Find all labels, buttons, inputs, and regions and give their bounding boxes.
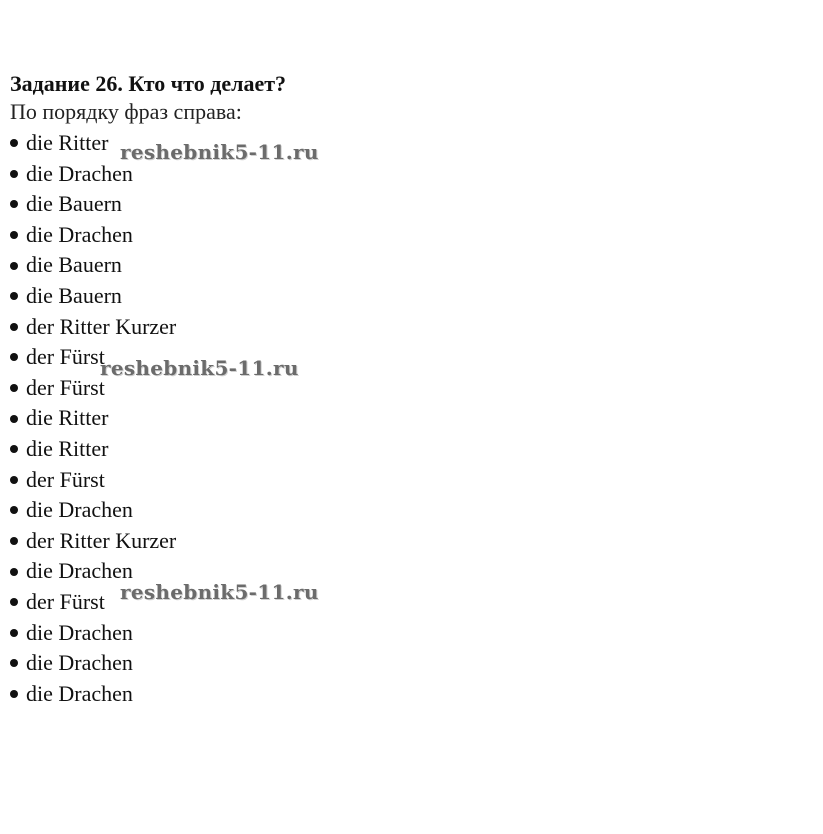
answer-text: der Fürst <box>26 588 105 614</box>
answer-text: die Drachen <box>26 680 133 706</box>
task-subtitle: По порядку фраз справа: <box>10 99 242 124</box>
bullet-icon <box>10 629 18 637</box>
answer-text: der Ritter Kurzer <box>26 313 177 339</box>
answer-text: die Bauern <box>26 191 122 217</box>
answer-item <box>10 434 810 465</box>
answer-item <box>10 250 810 281</box>
bullet-icon <box>10 445 18 453</box>
answer-item <box>10 281 810 312</box>
answer-text: die Drachen <box>26 497 133 523</box>
answer-item <box>10 495 810 526</box>
bullet-icon <box>10 659 18 667</box>
document-body <box>10 70 810 709</box>
bullet-icon <box>10 506 18 514</box>
answer-text: die Ritter <box>26 435 109 461</box>
answer-item <box>10 618 810 649</box>
bullet-icon <box>10 476 18 484</box>
bullet-icon <box>10 384 18 392</box>
answer-text: der Fürst <box>26 344 105 370</box>
watermark: reshebnik5-11.ru <box>120 140 319 164</box>
answer-text: die Drachen <box>26 160 133 186</box>
answer-item <box>10 465 810 496</box>
bullet-icon <box>10 170 18 178</box>
answer-text: die Drachen <box>26 650 133 676</box>
answer-text: die Ritter <box>26 130 109 155</box>
bullet-icon <box>10 598 18 606</box>
answer-text: die Bauern <box>26 282 122 308</box>
bullet-icon <box>10 690 18 698</box>
answer-item <box>10 220 810 251</box>
bullet-icon <box>10 323 18 331</box>
answer-item <box>10 648 810 679</box>
answer-item <box>10 526 810 557</box>
answer-item <box>10 312 810 343</box>
answer-text: die Drachen <box>26 558 133 584</box>
bullet-icon <box>10 568 18 576</box>
watermark: reshebnik5-11.ru <box>120 580 319 604</box>
bullet-icon <box>10 353 18 361</box>
answer-item <box>10 189 810 220</box>
answer-text: die Drachen <box>26 619 133 645</box>
answer-item <box>10 403 810 434</box>
bullet-icon <box>10 139 18 147</box>
answer-text: die Bauern <box>26 252 122 278</box>
bullet-icon <box>10 231 18 239</box>
answer-item <box>10 679 810 710</box>
bullet-icon <box>10 200 18 208</box>
answer-text: die Ritter <box>26 405 109 431</box>
answer-text: der Fürst <box>26 374 105 400</box>
answer-list <box>10 128 810 709</box>
task-title: Задание 26. Кто что делает? <box>10 71 287 96</box>
answer-text: die Drachen <box>26 221 133 247</box>
watermark: reshebnik5-11.ru <box>100 356 299 380</box>
answer-text: der Ritter Kurzer <box>26 527 177 553</box>
bullet-icon <box>10 537 18 545</box>
bullet-icon <box>10 262 18 270</box>
bullet-icon <box>10 415 18 423</box>
bullet-icon <box>10 292 18 300</box>
answer-text: der Fürst <box>26 466 105 492</box>
